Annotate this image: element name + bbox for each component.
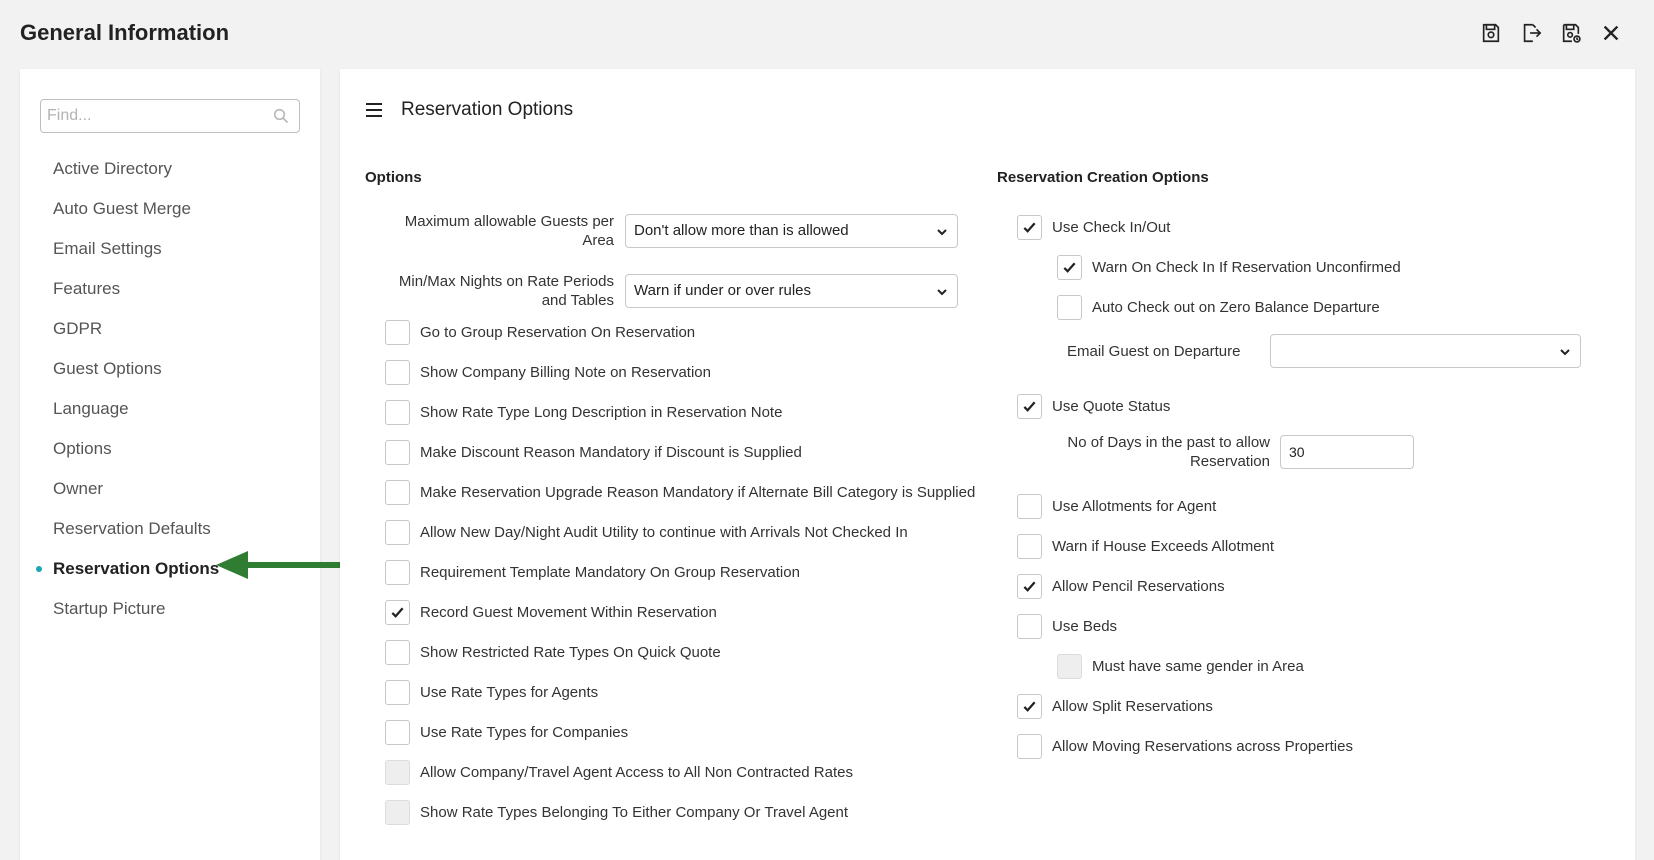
options-checkbox-row[interactable] <box>385 799 848 825</box>
checkbox-label: Use Allotments for Agent <box>1052 497 1217 515</box>
checkbox-box <box>385 480 410 505</box>
checkbox-label: Use Rate Types for Companies <box>420 723 629 741</box>
main-panel <box>340 69 1635 860</box>
sidebar-item-owner[interactable] <box>20 469 320 509</box>
options-checkbox-row[interactable] <box>385 519 908 545</box>
checkmark-icon <box>1022 699 1037 714</box>
options-checkbox-row[interactable] <box>385 319 695 345</box>
checkbox-box <box>385 800 410 825</box>
options-checkbox-row[interactable] <box>385 559 800 585</box>
checkbox-box <box>1017 534 1042 559</box>
checkbox-box <box>385 440 410 465</box>
sidebar-item-options[interactable] <box>20 429 320 469</box>
creation-heading: Reservation Creation Options <box>997 169 1209 186</box>
checkmark-icon <box>1062 260 1077 275</box>
same-gender-checkbox[interactable] <box>1057 653 1304 679</box>
checkbox-box <box>1057 654 1082 679</box>
warn-house-checkbox[interactable] <box>1017 533 1274 559</box>
main-header <box>365 99 573 121</box>
email-guest-row <box>1067 334 1581 368</box>
checkbox-box <box>385 320 410 345</box>
save-exit-icon <box>1520 22 1542 44</box>
checkbox-label: Warn if House Exceeds Allotment <box>1052 537 1275 555</box>
options-checkbox-row[interactable] <box>385 599 717 625</box>
checkbox-label: Show Restricted Rate Types On Quick Quote <box>420 643 721 661</box>
max-guests-label-line2: Area <box>582 232 614 249</box>
sidebar-item-label: Reservation Options <box>53 559 220 578</box>
checkbox-box <box>385 400 410 425</box>
sidebar-item-label: Guest Options <box>53 359 162 378</box>
checkbox-box <box>1017 394 1042 419</box>
checkmark-icon <box>1022 579 1037 594</box>
checkbox-box <box>385 360 410 385</box>
save-exit-button[interactable] <box>1518 20 1544 46</box>
days-past-label-line1: No of Days in the past to allow <box>1067 434 1270 451</box>
chevron-down-icon <box>936 226 948 238</box>
checkbox-label: Allow New Day/Night Audit Utility to continue with Arrivals Not Checked In <box>420 523 908 541</box>
checkbox-box <box>385 720 410 745</box>
checkbox-label: Allow Pencil Reservations <box>1052 577 1225 595</box>
use-check-in-out-checkbox[interactable] <box>1017 214 1170 240</box>
sidebar-item-gdpr[interactable] <box>20 309 320 349</box>
checkbox-box <box>385 760 410 785</box>
active-indicator <box>36 566 42 572</box>
checkbox-label: Allow Split Reservations <box>1052 697 1213 715</box>
options-checkbox-row[interactable] <box>385 439 802 465</box>
close-icon <box>1600 22 1622 44</box>
min-max-nights-select[interactable] <box>625 274 958 308</box>
allow-split-checkbox[interactable] <box>1017 693 1213 719</box>
save-button[interactable] <box>1478 20 1504 46</box>
sidebar-item-guest-options[interactable] <box>20 349 320 389</box>
checkbox-label: Allow Company/Travel Agent Access to All Non Contracted Rates <box>420 763 853 781</box>
checkbox-label: Use Rate Types for Agents <box>420 683 599 701</box>
auto-check-out-checkbox[interactable] <box>1057 294 1380 320</box>
checkbox-box <box>385 640 410 665</box>
max-guests-row <box>360 212 958 250</box>
min-max-nights-label-line2: and Tables <box>541 292 614 309</box>
sidebar <box>20 69 320 860</box>
max-guests-value: Don't allow more than is allowed <box>634 222 849 239</box>
checkbox-label: Auto Check out on Zero Balance Departure <box>1092 298 1380 316</box>
options-checkbox-row[interactable] <box>385 479 975 505</box>
checkbox-box <box>1017 494 1042 519</box>
use-beds-checkbox[interactable] <box>1017 613 1117 639</box>
min-max-nights-label <box>360 272 614 310</box>
checkbox-label: Show Rate Types Belonging To Either Company Or Travel Agent <box>420 803 849 821</box>
sidebar-item-label: Options <box>53 439 112 458</box>
days-past-row <box>1040 433 1414 471</box>
days-past-input[interactable] <box>1280 435 1414 469</box>
checkbox-box <box>385 560 410 585</box>
checkbox-label: Show Company Billing Note on Reservation <box>420 363 711 381</box>
checkbox-label: Warn On Check In If Reservation Unconfirmed <box>1092 258 1401 276</box>
checkbox-box <box>385 680 410 705</box>
close-button[interactable] <box>1598 20 1624 46</box>
chevron-down-icon <box>936 286 948 298</box>
sidebar-item-email-settings[interactable] <box>20 229 320 269</box>
checkmark-icon <box>390 605 405 620</box>
chevron-down-icon <box>1559 346 1571 358</box>
checkbox-box <box>1017 215 1042 240</box>
search-icon <box>273 108 289 124</box>
days-past-label-line2: Reservation <box>1189 453 1270 470</box>
toolbar <box>1478 20 1624 46</box>
email-guest-label: Email Guest on Departure <box>1067 342 1241 360</box>
options-checkbox-row[interactable] <box>385 759 853 785</box>
use-allotments-checkbox[interactable] <box>1017 493 1216 519</box>
options-checkbox-row[interactable] <box>385 639 721 665</box>
checkbox-box <box>1057 295 1082 320</box>
email-guest-select[interactable] <box>1270 334 1581 368</box>
sidebar-item-label: Email Settings <box>53 239 162 258</box>
checkbox-label: Use Check In/Out <box>1052 218 1171 236</box>
options-checkbox-row[interactable] <box>385 399 782 425</box>
checkmark-icon <box>1022 399 1037 414</box>
min-max-nights-row <box>360 272 958 310</box>
checkbox-label: Go to Group Reservation On Reservation <box>420 323 696 341</box>
search-box <box>40 99 300 133</box>
checkbox-box <box>1057 255 1082 280</box>
checkbox-label: Make Reservation Upgrade Reason Mandatory if Alternate Bill Category is Supplied <box>420 483 976 501</box>
sidebar-item-active-directory[interactable] <box>20 149 320 189</box>
options-checkbox-row[interactable] <box>385 719 628 745</box>
options-checkbox-row[interactable] <box>385 359 711 385</box>
warn-check-in-checkbox[interactable] <box>1057 254 1401 280</box>
days-past-label <box>1040 433 1270 471</box>
checkbox-label: Show Rate Type Long Description in Reservation Note <box>420 403 783 421</box>
checkbox-box <box>385 600 410 625</box>
checkbox-box <box>1017 614 1042 639</box>
sidebar-item-reservation-defaults[interactable] <box>20 509 320 549</box>
sidebar-item-label: Owner <box>53 479 104 498</box>
sidebar-item-label: Reservation Defaults <box>53 519 211 538</box>
hamburger-menu-icon[interactable] <box>365 101 383 119</box>
checkbox-label: Make Discount Reason Mandatory if Discount is Supplied <box>420 443 802 461</box>
max-guests-label <box>360 212 614 250</box>
search-input[interactable] <box>41 100 261 132</box>
checkbox-label: Requirement Template Mandatory On Group Reservation <box>420 563 800 581</box>
sidebar-item-label: Language <box>53 399 129 418</box>
sidebar-item-language[interactable] <box>20 389 320 429</box>
checkbox-box <box>1017 734 1042 759</box>
options-checkbox-row[interactable] <box>385 679 598 705</box>
checkmark-icon <box>1022 220 1037 235</box>
sidebar-item-auto-guest-merge[interactable] <box>20 189 320 229</box>
checkbox-box <box>1017 574 1042 599</box>
allow-moving-checkbox[interactable] <box>1017 733 1353 759</box>
sidebar-item-label: Active Directory <box>53 159 173 178</box>
checkbox-label: Allow Moving Reservations across Properties <box>1052 737 1353 755</box>
min-max-nights-value: Warn if under or over rules <box>634 282 812 299</box>
save-as-icon <box>1560 22 1582 44</box>
save-icon <box>1480 22 1502 44</box>
min-max-nights-label-line1: Min/Max Nights on Rate Periods <box>398 273 614 290</box>
checkbox-label: Use Quote Status <box>1052 397 1171 415</box>
max-guests-label-line1: Maximum allowable Guests per <box>404 213 614 230</box>
use-quote-status-checkbox[interactable] <box>1017 393 1170 419</box>
sidebar-item-label: Auto Guest Merge <box>53 199 191 218</box>
save-as-button[interactable] <box>1558 20 1584 46</box>
sidebar-item-label: Startup Picture <box>53 599 166 618</box>
checkbox-label: Use Beds <box>1052 617 1118 635</box>
main-title: Reservation Options <box>401 99 574 120</box>
sidebar-item-startup-picture[interactable] <box>20 589 320 629</box>
sidebar-item-features[interactable] <box>20 269 320 309</box>
checkbox-box <box>1017 694 1042 719</box>
page-title: General Information <box>20 20 230 45</box>
checkbox-box <box>385 520 410 545</box>
checkbox-label: Must have same gender in Area <box>1092 657 1304 675</box>
max-guests-select[interactable] <box>625 214 958 248</box>
checkbox-label: Record Guest Movement Within Reservation <box>420 603 717 621</box>
sidebar-item-label: Features <box>53 279 121 298</box>
sidebar-item-label: GDPR <box>53 319 103 338</box>
options-heading: Options <box>365 169 422 186</box>
allow-pencil-checkbox[interactable] <box>1017 573 1225 599</box>
